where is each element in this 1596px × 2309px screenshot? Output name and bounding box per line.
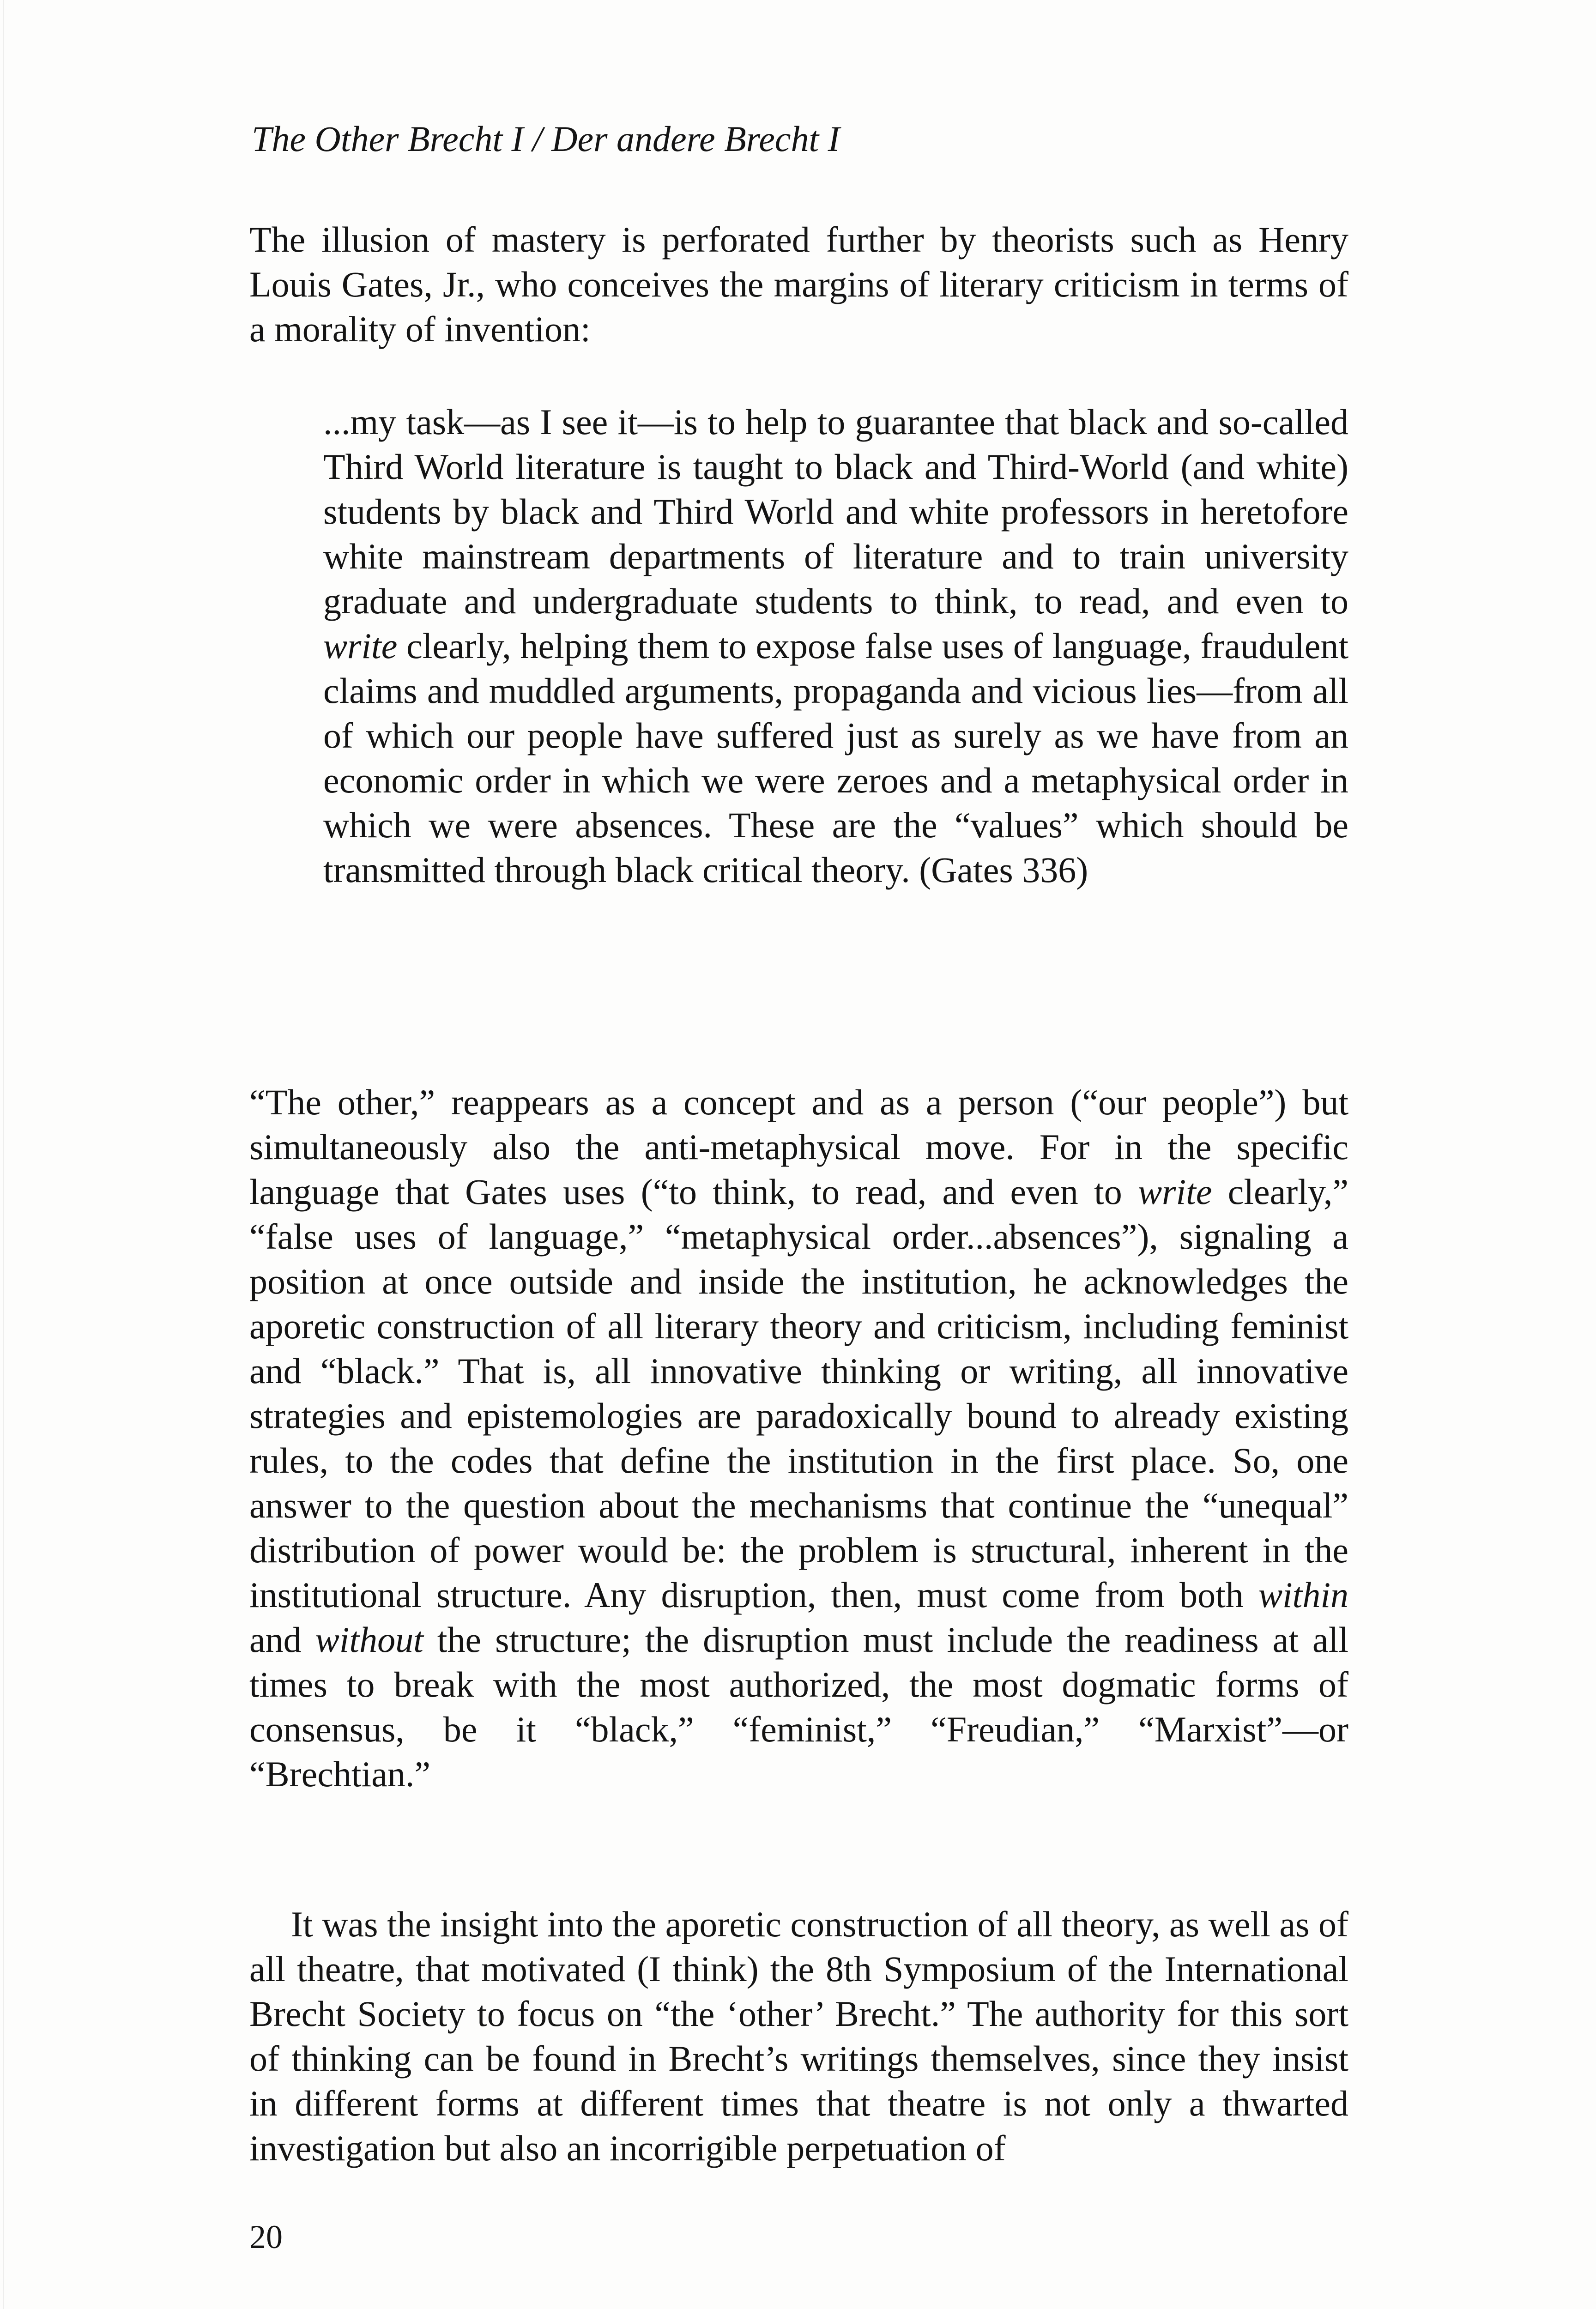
scan-edge [3,0,4,2309]
quote-emphasis-write: write [323,626,398,666]
block-quote [323,399,1348,892]
p2-emphasis-write: write [1138,1172,1212,1212]
intro-paragraph [249,217,1348,351]
quote-text-after: clearly, helping them to expose false uses of language, fraudulent claims and muddled arguments, propaganda and vicious lies—from all of which our people have suffered just as surely as we have from an economic order in which we were zeroes and a metaphysical order in which we were absences. These are the “values” which should be transmitted through black critical theory. (Gates 336) [323,626,1348,890]
page-number: 20 [249,2218,283,2255]
p2-part2: clearly,” “false uses of language,” “metaphysical order...absences”), signaling a position at once outside and inside the institution, he acknowledges the aporetic construction of all literary theory and criticism, including feminist and “black.” That is, all innovative thinking or writing, all innovative strategies and epistemologies are paradoxically bound to already existing rules, to the codes that define the institution in the first place. So, one answer to the question about the mechanisms that continue the “unequal” distribution of power would be: the problem is structural, inherent in the institutional structure. Any disruption, then, must come from both [249,1172,1348,1615]
p2-part4: the structure; the disruption must include the readiness at all times to break with the most authorized, the most dogmatic forms of consensus, be it “black,” “feminist,” “Freudian,” “Marxist”—or “Brechtian.” [249,1620,1348,1794]
intro-text: The illusion of mastery is perforated further by theorists such as Henry Louis Gates, Jr., who conceives the margins of literary criticism in terms of a morality of invention: [249,219,1348,349]
p2-emphasis-without: without [315,1620,423,1660]
p2-part3: and [249,1620,315,1660]
p2-emphasis-within: within [1258,1575,1348,1615]
quote-text-before: ...my task—as I see it—is to help to guarantee that black and so-called Third World literature is taught to black and Third-World (and white) students by black and Third World and white professors in heretofore white mainstream departments of literature and to train university graduate and undergraduate students to think, to read, and even to [323,402,1348,621]
paragraph-3-text: It was the insight into the aporetic construction of all theory, as well as of all theatre, that motivated (I think) the 8th Symposium of the International Brecht Society to focus on “the ‘other’ Brecht.” The authority for this sort of thinking can be found in Brecht’s writings themselves, since they insist in different forms at different times that theatre is not only a thwarted investigation but also an incorrigible perpetuation of [249,1904,1348,2168]
paragraph-2-text [249,1080,1348,1796]
body-paragraph-3 [249,1902,1348,2170]
block-quote-text [323,399,1348,892]
p2-part1: “The other,” reappears as a concept and as a person (“our people”) but simultaneously also the anti-metaphysical move. For in the specific language that Gates uses (“to think, to read, and even to [249,1082,1348,1212]
running-title: The Other Brecht I / Der andere Brecht I [252,119,840,159]
body-paragraph-2 [249,1080,1348,1796]
